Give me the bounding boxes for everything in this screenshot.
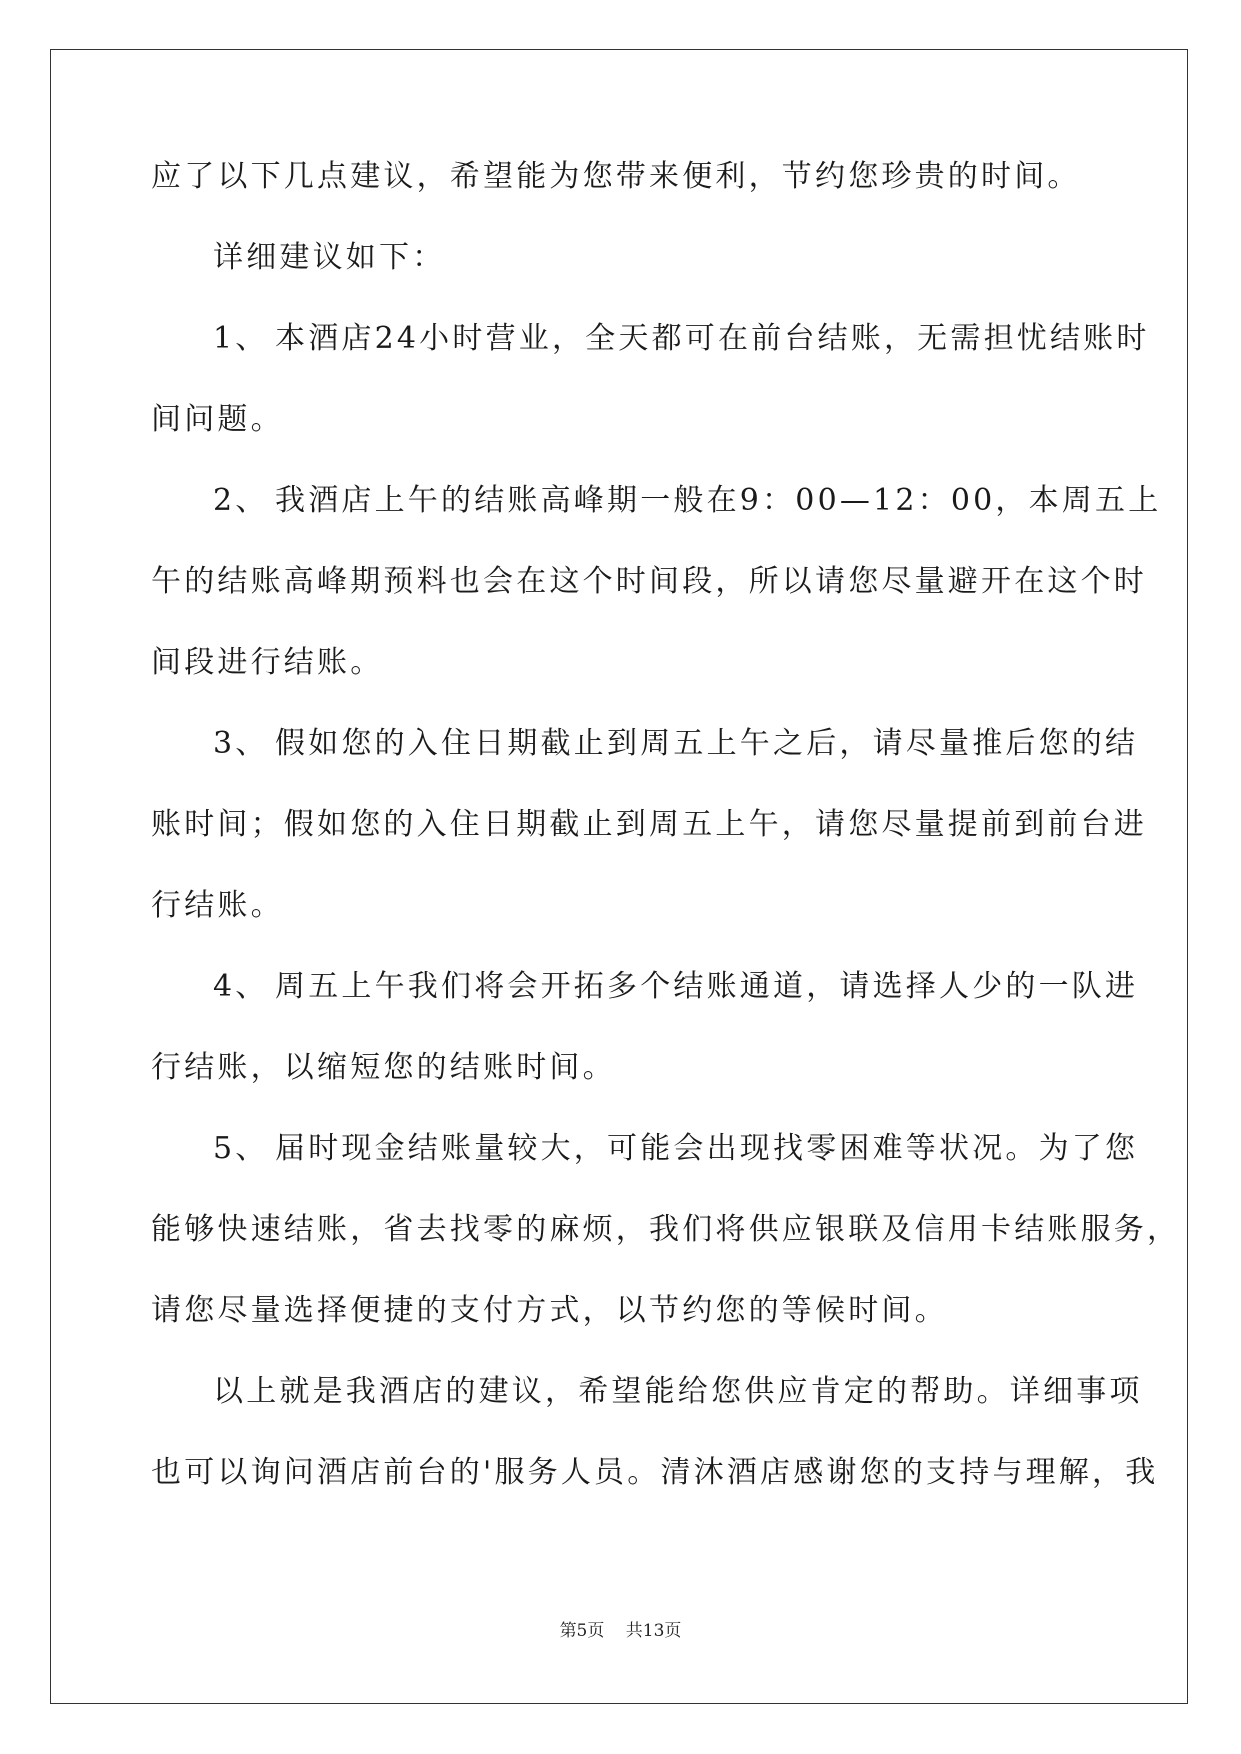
list-item-2 — [151, 460, 1162, 541]
list-item-4 — [151, 946, 1139, 1027]
page-footer — [0, 1616, 1241, 1641]
paragraph-line: 应了以下几点建议，希望能为您带来便利，节约您珍贵的时间。 — [151, 159, 1081, 194]
paragraph-line: 间段进行结账。 — [151, 645, 384, 680]
paragraph-line: 也可以询问酒店前台的'服务人员。清沐酒店感谢您的支持与理解，我 — [151, 1455, 1159, 1490]
paragraph-line: 间问题。 — [151, 402, 284, 437]
list-item-3 — [151, 703, 1139, 784]
list-number: 1、 — [213, 321, 269, 356]
paragraph-line: 账时间；假如您的入住日期截止到周五上午，请您尽量提前到前台进 — [151, 807, 1147, 842]
list-item-text: 假如您的入住日期截止到周五上午之后，请尽量推后您的结 — [275, 726, 1139, 761]
paragraph-line: 行结账。 — [151, 888, 284, 923]
paragraph-line: 午的结账高峰期预料也会在这个时间段，所以请您尽量避开在这个时 — [151, 564, 1147, 599]
paragraph-line: 行结账，以缩短您的结账时间。 — [151, 1050, 616, 1085]
page-number: 第5页 — [559, 1621, 605, 1641]
list-number: 4、 — [213, 969, 269, 1004]
list-number: 5、 — [213, 1131, 269, 1166]
list-item-1 — [151, 298, 1150, 379]
page-total: 共13页 — [625, 1621, 682, 1641]
paragraph-line: 请您尽量选择便捷的支付方式，以节约您的等候时间。 — [151, 1293, 948, 1328]
list-item-text: 本酒店24小时营业，全天都可在前台结账，无需担忧结账时 — [275, 321, 1150, 356]
list-number: 3、 — [213, 726, 269, 761]
paragraph-line: 能够快速结账，省去找零的麻烦，我们将供应银联及信用卡结账服务， — [151, 1212, 1181, 1247]
list-item-5 — [151, 1108, 1139, 1189]
paragraph-line: 详细建议如下： — [213, 240, 446, 275]
list-item-text: 我酒店上午的结账高峰期一般在9：00—12：00，本周五上 — [275, 483, 1162, 518]
list-item-text: 届时现金结账量较大，可能会出现找零困难等状况。为了您 — [275, 1131, 1139, 1166]
list-item-text: 周五上午我们将会开拓多个结账通道，请选择人少的一队进 — [275, 969, 1139, 1004]
list-number: 2、 — [213, 483, 269, 518]
document-body — [151, 159, 1181, 1513]
paragraph-line: 以上就是我酒店的建议，希望能给您供应肯定的帮助。详细事项 — [213, 1374, 1143, 1409]
